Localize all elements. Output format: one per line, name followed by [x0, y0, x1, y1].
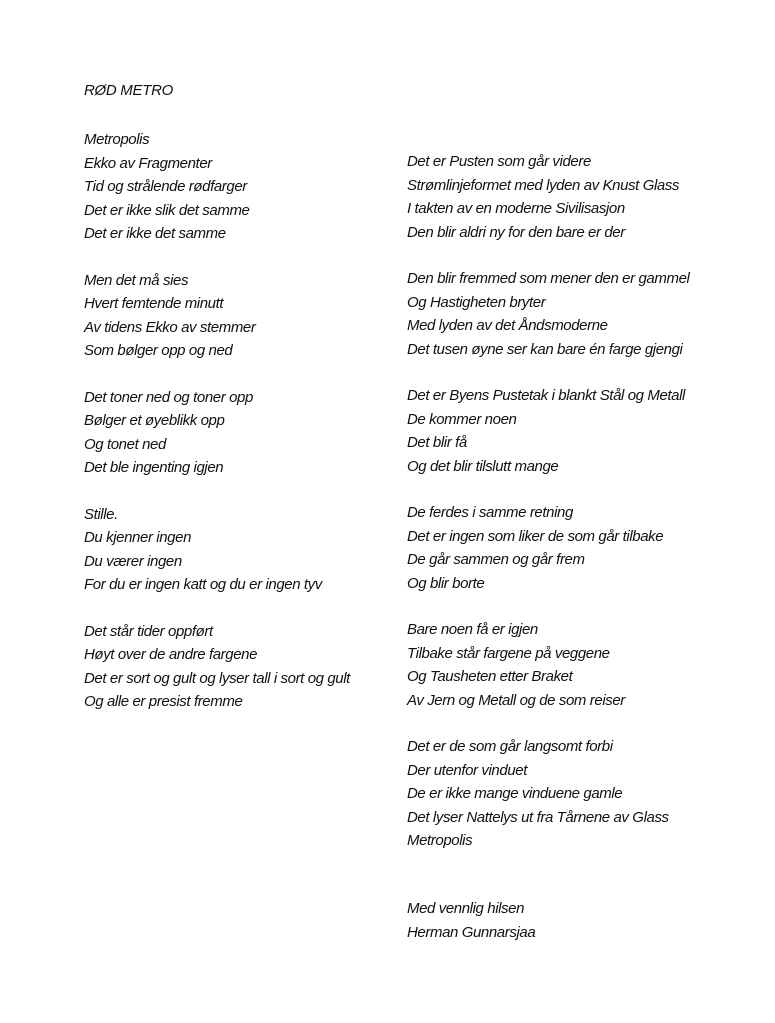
poem-line: Bare noen få er igjen: [407, 621, 538, 638]
poem-line: De ferdes i samme retning: [407, 504, 573, 521]
poem-line: Det er ikke slik det samme: [84, 201, 250, 219]
poem-line: Det er de som går langsomt forbi: [407, 738, 613, 755]
poem-line: For du er ingen katt og du er ingen tyv: [84, 576, 322, 593]
poem-line: Det toner ned og toner opp: [84, 388, 253, 406]
poem-line: Det er ingen som liker de som går tilbake: [407, 527, 664, 545]
poem-line: Av Jern og Metall og de som reiser: [407, 691, 625, 709]
poem-line: Tilbake står fargene på veggene: [407, 644, 610, 662]
poem-line: Det tusen øyne ser kan bare én farge gjengi: [407, 340, 683, 358]
signature-block: [407, 897, 535, 944]
right-stanza: [407, 384, 737, 478]
poem-line: I takten av en moderne Sivilisasjon: [407, 200, 625, 217]
poem-line: Av tidens Ekko av stemmer: [84, 318, 256, 336]
poem-title: RØD METRO: [84, 82, 173, 99]
poem-line: Men det må sies: [84, 271, 189, 289]
poem-line: Du kjenner ingen: [84, 529, 192, 546]
left-stanza: [84, 620, 414, 714]
poem-line: Ekko av Fragmenter: [84, 154, 212, 172]
poem-line: Hvert femtende minutt: [84, 295, 224, 312]
poem-line: Og Tausheten etter Braket: [407, 668, 573, 685]
right-stanza: [407, 150, 737, 244]
poem-line: Det er Pusten som går videre: [407, 153, 591, 170]
poem-line: De er ikke mange vinduene gamle: [407, 785, 623, 802]
poem-line: Stille.: [84, 505, 118, 523]
poem-line: Og Hastigheten bryter: [407, 293, 546, 311]
poem-line: Den blir aldri ny for den bare er der: [407, 223, 625, 241]
poem-line: Det lyser Nattelys ut fra Tårnene av Glass: [407, 808, 669, 826]
poem-line: Metropolis: [84, 131, 150, 148]
poem-line: Høyt over de andre fargene: [84, 646, 258, 663]
poem-line: Tid og strålende rødfarger: [84, 178, 247, 195]
right-stanza: [407, 501, 737, 595]
poem-line: Det står tider oppført: [84, 622, 213, 640]
poem-line: Og blir borte: [407, 574, 485, 592]
closing-greeting: Med vennlig hilsen: [407, 900, 525, 917]
left-stanza: [84, 128, 414, 246]
poem-line: De kommer noen: [407, 410, 517, 428]
right-stanza: [407, 267, 737, 361]
poem-line: Og tonet ned: [84, 435, 166, 453]
poem-line: Som bølger opp og ned: [84, 342, 233, 359]
right-stanza: [407, 735, 737, 853]
poem-line: Det er Byens Pustetak i blankt Stål og Metall: [407, 387, 685, 404]
poem-line: Metropolis: [407, 832, 473, 849]
poem-line: Med lyden av det Åndsmoderne: [407, 317, 608, 334]
poem-line: Det blir få: [407, 434, 467, 451]
poem-line: Det er sort og gult og lyser tall i sort og gult: [84, 669, 350, 687]
left-stanza: [84, 503, 414, 597]
right-stanza: [407, 618, 737, 712]
poem-line: De går sammen og går frem: [407, 551, 585, 568]
poem-line: Bølger et øyeblikk opp: [84, 412, 225, 429]
poem-line: Du værer ingen: [84, 552, 182, 570]
author-name: Herman Gunnarsjaa: [407, 923, 536, 941]
left-stanza: [84, 386, 414, 480]
poem-line: Og alle er presist fremme: [84, 693, 243, 710]
right-column: [407, 150, 737, 876]
poem-line: Den blir fremmed som mener den er gammel: [407, 270, 690, 287]
poem-line: Der utenfor vinduet: [407, 761, 527, 779]
poem-line: Det ble ingenting igjen: [84, 459, 224, 476]
poem-line: Og det blir tilslutt mange: [407, 457, 559, 475]
left-stanza: [84, 269, 414, 363]
poem-line: Strømlinjeformet med lyden av Knust Glass: [407, 176, 680, 194]
left-column: [84, 128, 414, 737]
poem-line: Det er ikke det samme: [84, 225, 226, 242]
